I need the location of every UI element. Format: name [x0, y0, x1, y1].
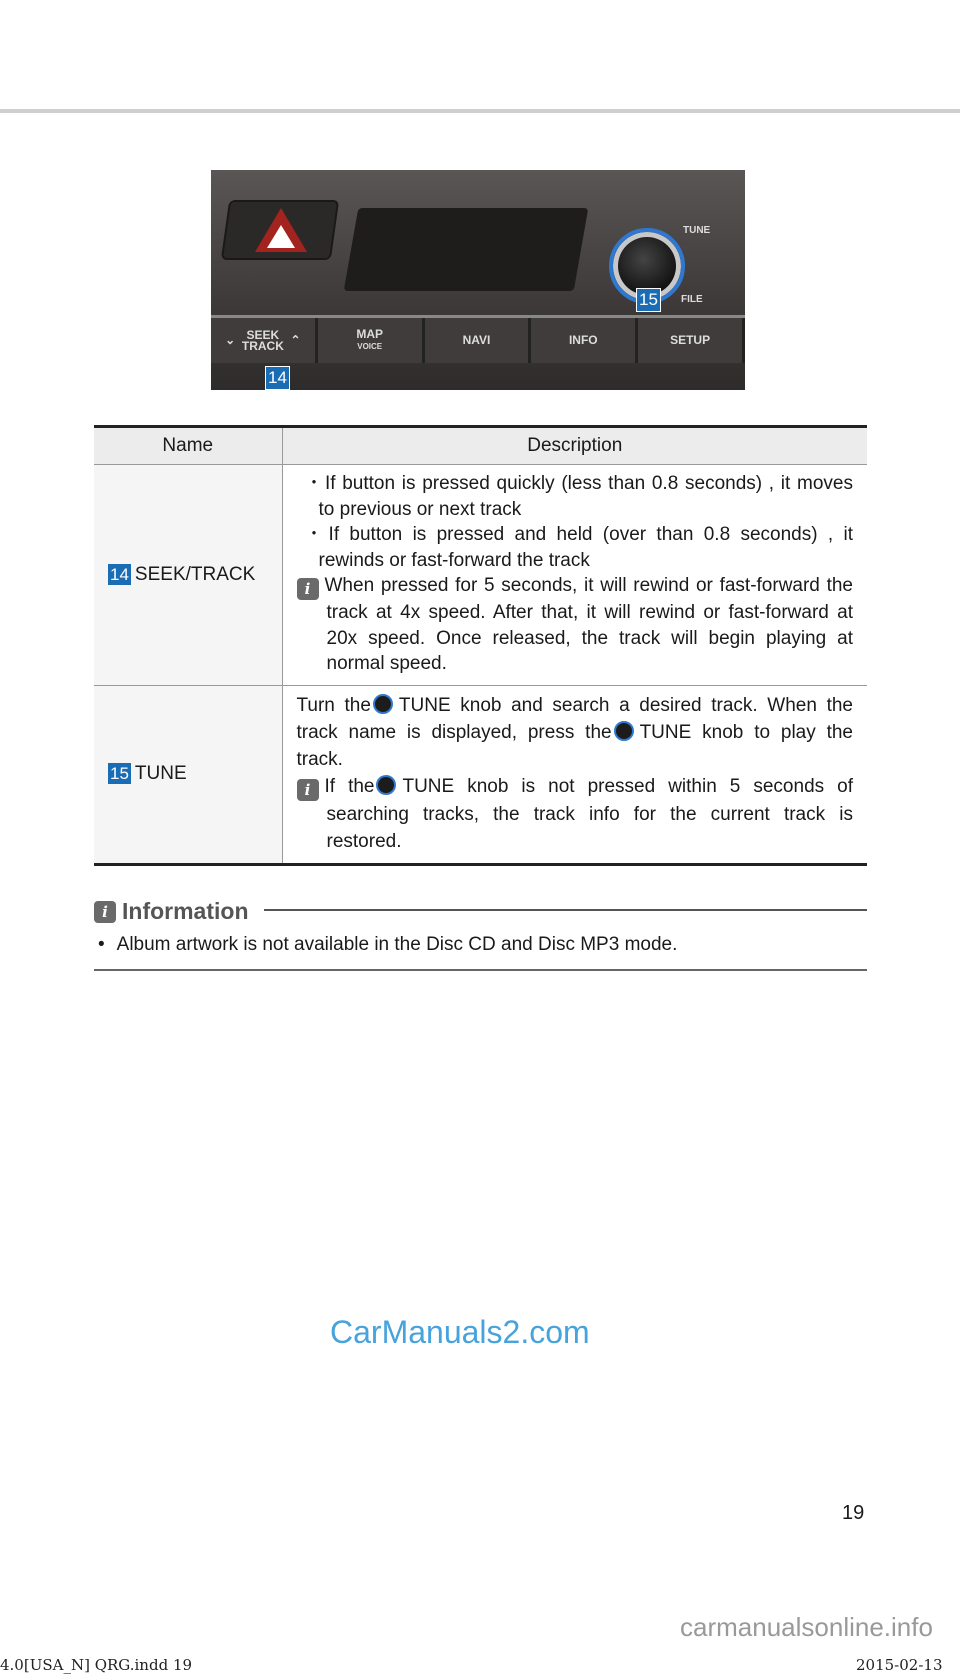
info-icon: i: [297, 779, 319, 801]
information-bullet: • Album artwork is not available in the Disc CD and Disc MP3 mode.: [98, 934, 678, 955]
row-description: [282, 685, 867, 864]
footer-watermark: carmanualsonline.info: [680, 1612, 933, 1642]
name-text: SEEK/TRACK: [134, 563, 256, 585]
bullet-item: ・If button is pressed quickly (less than 0.8 seconds) , it moves to previous or next track: [304, 473, 853, 520]
text: TUNE knob and search a desired track. When the track name is displayed, press the: [296, 694, 853, 743]
btn-line1: SEEK: [246, 327, 280, 342]
display-panel: [344, 208, 589, 291]
navi-button: NAVI: [425, 318, 532, 363]
note: [297, 773, 854, 855]
btn-line2: TRACK: [241, 338, 284, 353]
bullet-text: If button is pressed quickly (less than 0.8 seconds) , it moves to previous or next track: [318, 473, 853, 520]
row-name: [94, 465, 282, 686]
note-text: When pressed for 5 seconds, it will rewind or fast-forward the track at 4x speed. After that, it will rewind or fast-forward at 20x speed. Once released, the track will begin playing at normal speed.: [324, 575, 853, 674]
note: [297, 573, 854, 677]
info-button: INFO: [531, 318, 638, 363]
row-name: [94, 685, 282, 864]
number-badge: 15: [110, 764, 129, 783]
btn-line1: MAP: [356, 327, 384, 341]
chevron-up-icon: ⌃: [283, 333, 301, 347]
header-description: Description: [282, 427, 867, 465]
knob-icon: [614, 721, 634, 741]
callout-14: 14: [265, 366, 290, 390]
hazard-icon-inner: [267, 225, 295, 248]
seek-track-button: [211, 318, 318, 363]
information-title: Information: [122, 898, 249, 924]
info-icon: i: [297, 578, 319, 600]
bullet-text: Album artwork is not available in the Disc CD and Disc MP3 mode.: [116, 934, 678, 955]
controls-table: [94, 425, 867, 866]
header-name: Name: [94, 427, 282, 465]
bullet-item: ・If button is pressed and held (over than 0.8 seconds) , it rewinds or fast-forward the track: [304, 524, 853, 571]
audio-panel-photo: [211, 170, 745, 390]
callout-15: 15: [636, 288, 661, 312]
header-rule: [0, 109, 960, 113]
bullet-text: If button is pressed and held (over than 0.8 seconds) , it rewinds or fast-forward the track: [318, 524, 853, 571]
text: TUNE knob to play the track.: [296, 721, 853, 770]
setup-button: SETUP: [638, 318, 745, 363]
page-number: 19: [842, 1502, 865, 1524]
table-row: [94, 465, 867, 686]
info-icon: i: [94, 901, 116, 923]
button-row: [211, 315, 745, 363]
name-text: TUNE: [134, 763, 187, 784]
text: TUNE knob is not pressed within 5 seconds of searching tracks, the track info for the current track is restored.: [326, 775, 853, 852]
knob-icon: [373, 694, 393, 714]
divider: [94, 969, 867, 971]
information-heading: [94, 898, 249, 925]
tune-label: TUNE: [683, 225, 711, 236]
footer-date: 2015-02-13: [856, 1656, 943, 1674]
text: If the: [324, 775, 375, 797]
footer-file: 4.0[USA_N] QRG.indd 19: [0, 1656, 193, 1674]
number-badge: 14: [110, 564, 129, 584]
btn-line2: VOICE: [357, 342, 383, 351]
row-description: [282, 465, 867, 686]
text: Turn the: [296, 694, 371, 716]
map-voice-button: [318, 318, 425, 363]
watermark: CarManuals2.com: [330, 1314, 590, 1350]
knob-icon: [376, 775, 396, 795]
file-label: FILE: [681, 294, 703, 305]
table-row: [94, 685, 867, 864]
chevron-down-icon: ⌄: [225, 333, 242, 347]
divider: [264, 909, 867, 911]
paragraph: [297, 692, 854, 773]
